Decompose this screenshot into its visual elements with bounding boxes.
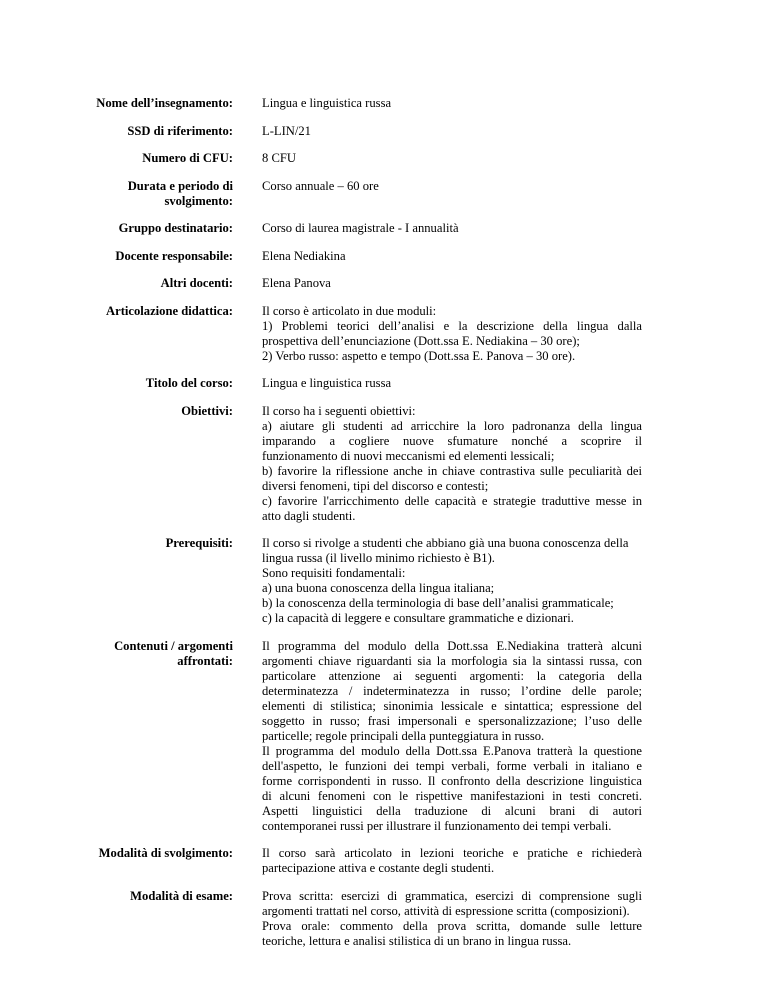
field-value-line: c) favorire l'arricchimento delle capacità e strategie traduttive messe in <box>262 493 642 508</box>
field-value <box>262 376 642 391</box>
field-value-line: particolare attenzione ai seguenti argomenti: la categoria della <box>262 668 642 683</box>
field-label <box>0 179 233 209</box>
field-label-line: Contenuti / argomenti <box>114 638 233 653</box>
field-value-line: forme corrispondenti in russo. Il confronto della descrizione linguistica <box>262 773 642 788</box>
field-label: SSD di riferimento: <box>127 123 233 138</box>
field-value-line: Il corso sarà articolato in lezioni teoriche e pratiche e richiederà <box>262 846 642 860</box>
field-row <box>0 124 768 139</box>
field-label-line: affrontati: <box>177 653 233 668</box>
field-value-line: a) una buona conoscenza della lingua italiana; <box>262 581 495 595</box>
field-row <box>0 304 768 364</box>
field-value <box>262 124 642 139</box>
field-value-line: determinatezza / indeterminatezza in russo; l’ordine delle parole; <box>262 683 642 698</box>
field-value-line: di alcuni fenomeni con le rispettive manifestazioni in testi concreti. <box>262 788 642 803</box>
field-row <box>0 846 768 876</box>
field-value <box>262 846 642 876</box>
field-label: Modalità di svolgimento: <box>98 846 233 860</box>
field-value-line: dell'aspetto, le funzioni dei tempi verbali, forme verbali in italiano e <box>262 758 642 773</box>
field-value-line: argomenti chiave riguardanti sia la morfologia sia la sintassi russa, con <box>262 653 642 668</box>
field-label: Modalità di esame: <box>130 888 233 903</box>
field-value <box>262 276 642 291</box>
field-value <box>262 221 642 236</box>
field-row <box>0 889 768 949</box>
field-label-line: svolgimento: <box>164 193 233 208</box>
field-value-line: Il corso ha i seguenti obiettivi: <box>262 403 416 418</box>
field-value-line: prospettiva dell’enunciazione (Dott.ssa E. Nediakina – 30 ore); <box>262 333 580 348</box>
field-value-line: Prova scritta: esercizi di grammatica, esercizi di comprensione sugli <box>262 888 642 903</box>
field-value <box>262 639 642 834</box>
field-label: Titolo del corso: <box>145 376 233 390</box>
field-value-line: argomenti trattati nel corso, attività di espressione scritta (composizioni). <box>262 903 630 918</box>
field-row <box>0 536 768 626</box>
field-value-line: Il programma del modulo della Dott.ssa E.Panova tratterà la questione <box>262 743 642 758</box>
field-row <box>0 249 768 264</box>
field-value-line: lingua russa (il livello minimo richiesto è B1). <box>262 551 495 565</box>
field-label: Prerequisiti: <box>165 536 233 550</box>
field-value-line: Corso annuale – 60 ore <box>262 178 379 193</box>
field-value-line: particelle; regole principali della punteggiatura in russo. <box>262 728 545 743</box>
field-value <box>262 151 642 166</box>
field-value-line: contemporanei russi per illustrare il funzionamento dei tempi verbali. <box>262 818 612 833</box>
field-value-line: diversi fenomeni, tipi del discorso e contesti; <box>262 478 489 493</box>
field-value-line: Elena Nediakina <box>262 248 346 263</box>
field-value <box>262 536 642 626</box>
field-value-line: partecipazione attiva e costante degli studenti. <box>262 861 495 875</box>
field-value-line: 8 CFU <box>262 151 296 165</box>
field-label: Altri docenti: <box>160 276 233 290</box>
field-label: Obiettivi: <box>181 403 233 418</box>
field-value-line: Il corso è articolato in due moduli: <box>262 303 437 318</box>
field-value-line: b) favorire la riflessione anche in chiave contrastiva sulle peculiarità dei <box>262 463 642 478</box>
field-value-line: Sono requisiti fondamentali: <box>262 566 406 580</box>
field-row <box>0 376 768 391</box>
field-value <box>262 404 642 524</box>
field-label: Nome dell’insegnamento: <box>96 96 233 110</box>
field-value-line: b) la conoscenza della terminologia di base dell’analisi grammaticale; <box>262 596 614 610</box>
field-value-line: 1) Problemi teorici dell’analisi e la descrizione della lingua dalla <box>262 318 642 333</box>
field-value-line: imparando a cogliere nuove sfumature nonché a scoprire il <box>262 433 642 448</box>
field-value-line: Aspetti linguistici della traduzione di alcuni brani di autori <box>262 803 642 818</box>
field-value-line: c) la capacità di leggere e consultare grammatiche e dizionari. <box>262 611 574 625</box>
field-value <box>262 249 642 264</box>
field-value-line: Lingua e linguistica russa <box>262 96 392 110</box>
field-value-line: Lingua e linguistica russa <box>262 376 392 390</box>
field-value-line: Elena Panova <box>262 276 331 290</box>
field-row <box>0 179 768 209</box>
field-value <box>262 96 642 111</box>
field-value-line: funzionamento di nuovi meccanismi ed elementi lessicali; <box>262 448 555 463</box>
field-row <box>0 404 768 524</box>
field-value-line: elementi di stilistica; sinonimia lessicale e sintattica; espressione del <box>262 698 642 713</box>
field-label <box>0 639 233 834</box>
field-value-line: L-LIN/21 <box>262 123 311 138</box>
field-value-line: Il corso si rivolge a studenti che abbiano già una buona conoscenza della <box>262 536 629 550</box>
field-label: Gruppo destinatario: <box>118 221 233 235</box>
field-row <box>0 151 768 166</box>
field-row <box>0 221 768 236</box>
field-value-line: Prova orale: commento della prova scritta, domande sulle letture <box>262 918 642 933</box>
field-label: Articolazione didattica: <box>106 303 233 318</box>
field-value-line: Il programma del modulo della Dott.ssa E.Nediakina tratterà alcuni <box>262 638 642 653</box>
field-label: Docente responsabile: <box>115 248 233 263</box>
field-value-line: 2) Verbo russo: aspetto e tempo (Dott.ssa E. Panova – 30 ore). <box>262 348 576 363</box>
field-row <box>0 96 768 111</box>
field-label: Numero di CFU: <box>142 151 233 165</box>
field-value <box>262 179 642 209</box>
field-value <box>262 889 642 949</box>
field-value-line: soggetto in russo; frasi impersonali e spersonalizzazione; l’uso delle <box>262 713 642 728</box>
field-row <box>0 639 768 834</box>
field-value-line: a) aiutare gli studenti ad arricchire la loro padronanza della lingua <box>262 418 642 433</box>
field-label-line: Durata e periodo di <box>127 178 233 193</box>
field-value <box>262 304 642 364</box>
field-value-line: atto dagli studenti. <box>262 508 356 523</box>
field-row <box>0 276 768 291</box>
field-value-line: teoriche, lettura e analisi stilistica di un brano in lingua russa. <box>262 933 572 948</box>
field-value-line: Corso di laurea magistrale - I annualità <box>262 221 459 235</box>
